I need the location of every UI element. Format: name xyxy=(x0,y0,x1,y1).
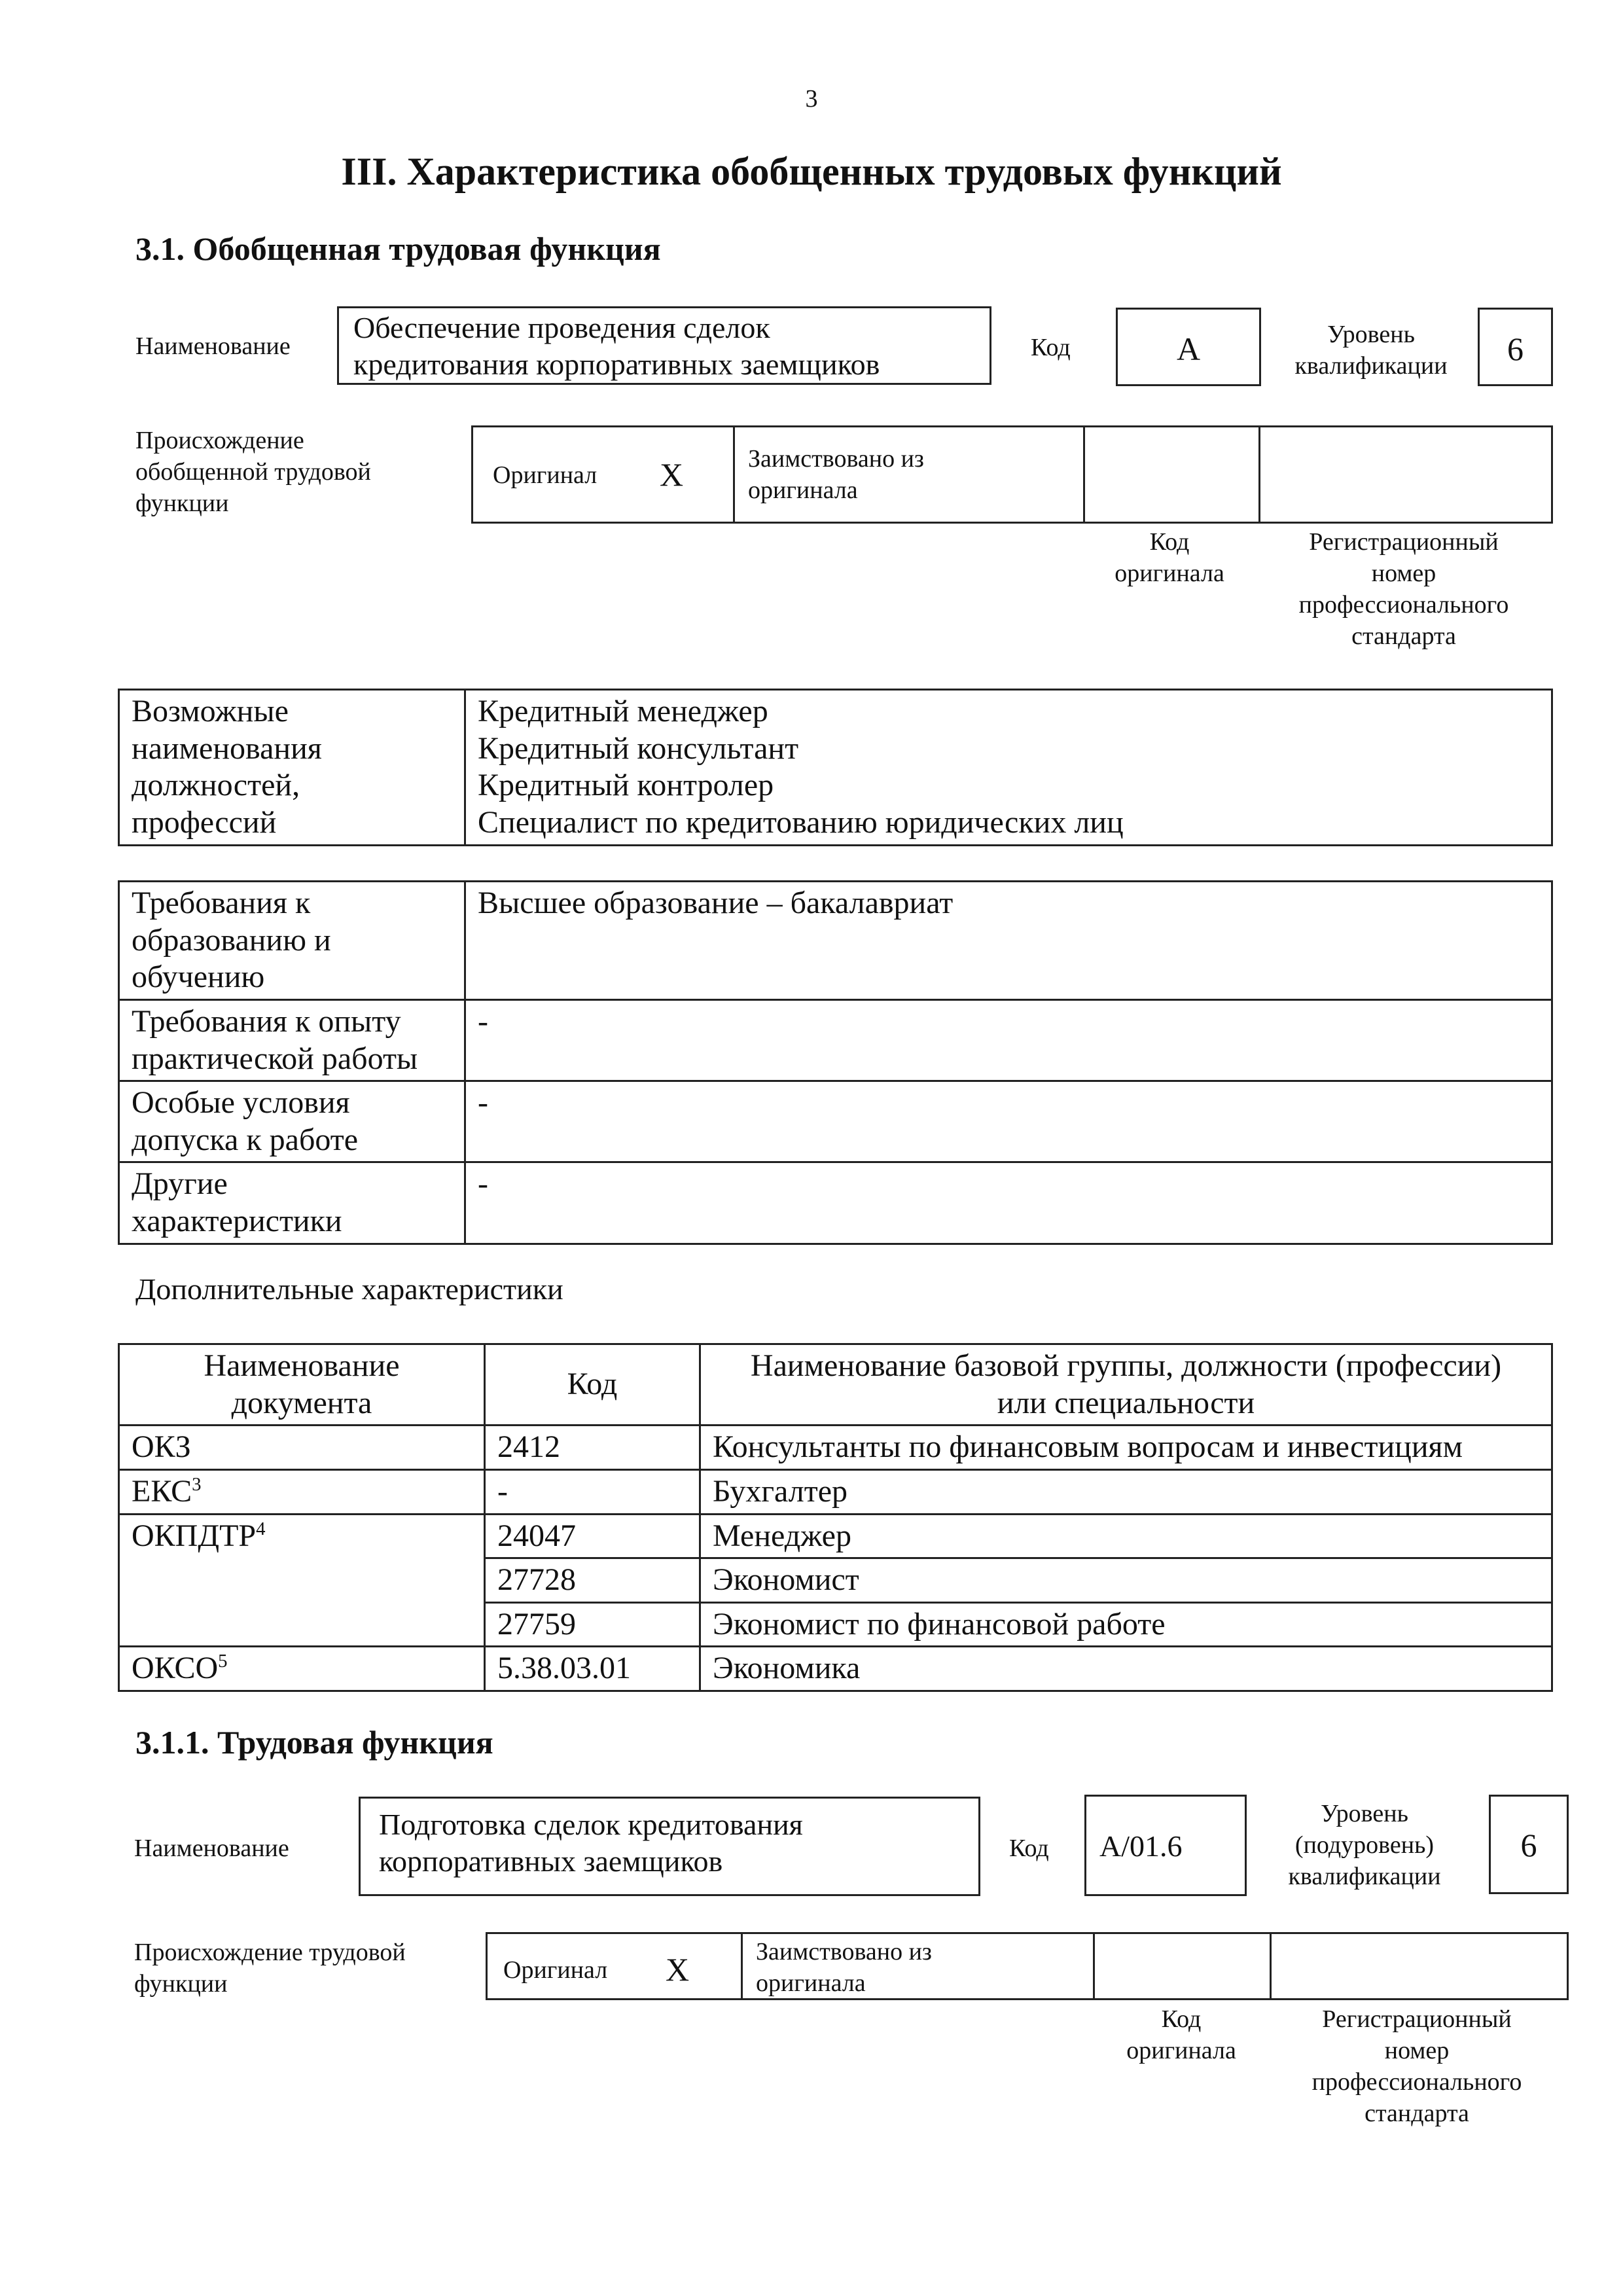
special-value: - xyxy=(465,1081,1552,1162)
okpdtr-footnote: 4 xyxy=(256,1518,266,1539)
eks-label xyxy=(119,1469,485,1514)
additional-title: Дополнительные характеристики xyxy=(135,1272,563,1306)
gtf-original-mark: X xyxy=(660,456,684,493)
tf-code-original-1: Код xyxy=(1161,2005,1202,2033)
okpdtr-name: Менеджер xyxy=(700,1514,1552,1558)
gtf-origin-label-3: функции xyxy=(135,490,229,517)
header-doc xyxy=(119,1344,485,1426)
tf-code-original-2: оригинала xyxy=(1126,2037,1236,2064)
okpdtr-name: Экономист по финансовой работе xyxy=(700,1602,1552,1647)
tf-reg-4: стандарта xyxy=(1364,2100,1469,2127)
okso-code: 5.38.03.01 xyxy=(485,1647,700,1691)
position-item: Кредитный консультант xyxy=(478,730,799,766)
gtf-name-line1: Обеспечение проведения сделок xyxy=(353,311,770,344)
position-item: Кредитный контролер xyxy=(478,768,774,803)
tf-level-label-1: Уровень xyxy=(1321,1800,1408,1827)
experience-label xyxy=(119,999,465,1081)
gtf-level-label-1: Уровень xyxy=(1327,321,1415,348)
gtf-name-label: Наименование xyxy=(135,332,291,360)
tf-original-label: Оригинал xyxy=(503,1956,608,1984)
tf-level-label-2: (подуровень) xyxy=(1294,1831,1435,1859)
tf-origin-label-2: функции xyxy=(134,1970,228,1998)
positions-label-4: профессий xyxy=(132,804,277,840)
header-doc-1: Наименование xyxy=(204,1348,400,1383)
gtf-original-label: Оригинал xyxy=(493,461,597,489)
header-group-2: или специальности xyxy=(997,1385,1255,1420)
gtf-code-original-1: Код xyxy=(1149,528,1190,556)
education-label-3: обучению xyxy=(132,960,265,995)
positions-label-1: Возможные xyxy=(132,694,289,728)
positions-table xyxy=(118,689,1553,846)
tf-code-label: Код xyxy=(1009,1835,1049,1862)
additional-table xyxy=(118,1343,1553,1692)
eks-code: - xyxy=(485,1469,700,1514)
gtf-level-value: 6 xyxy=(1507,331,1524,367)
okpdtr-code: 24047 xyxy=(485,1514,700,1558)
tf-level-box xyxy=(1489,1795,1569,1894)
eks-name: Бухгалтер xyxy=(700,1469,1552,1514)
other-label xyxy=(119,1162,465,1244)
tf-name-line2: корпоративных заемщиков xyxy=(379,1844,723,1878)
gtf-origin-label-1: Происхождение xyxy=(135,427,304,454)
okso-text: ОКСО xyxy=(132,1651,219,1686)
okso-label xyxy=(119,1647,485,1691)
okz-name: Консультанты по финансовым вопросам и инвестициям xyxy=(700,1426,1552,1470)
tf-name-label: Наименование xyxy=(134,1835,289,1862)
positions-label-2: наименования xyxy=(132,730,322,766)
okz-label: ОКЗ xyxy=(119,1426,485,1470)
gtf-origin-label-2: обобщенной трудовой xyxy=(135,458,371,486)
education-label xyxy=(119,882,465,1000)
tf-name-line1: Подготовка сделок кредитования xyxy=(379,1808,803,1841)
okpdtr-code: 27728 xyxy=(485,1558,700,1603)
gtf-heading: 3.1. Обобщенная трудовая функция xyxy=(135,230,661,267)
okso-footnote: 5 xyxy=(218,1651,228,1672)
special-label xyxy=(119,1081,465,1162)
page-number: 3 xyxy=(805,85,818,113)
gtf-reg-3: профессионального xyxy=(1298,591,1509,619)
gtf-code-original-2: оригинала xyxy=(1115,560,1224,587)
experience-value: - xyxy=(465,999,1552,1081)
gtf-reg-1: Регистрационный xyxy=(1309,528,1499,556)
tf-heading: 3.1.1. Трудовая функция xyxy=(135,1724,493,1761)
tf-reg-1: Регистрационный xyxy=(1322,2005,1512,2033)
education-label-2: образованию и xyxy=(132,922,331,958)
header-group-1: Наименование базовой группы, должности (профессии) xyxy=(750,1348,1502,1383)
eks-footnote: 3 xyxy=(192,1473,202,1495)
section-title: III. Характеристика обобщенных трудовых функций xyxy=(341,150,1282,193)
tf-level-value: 6 xyxy=(1520,1827,1537,1863)
other-label-1: Другие xyxy=(132,1166,228,1202)
okz-code: 2412 xyxy=(485,1426,700,1470)
gtf-borrowed-label-1: Заимствовано из xyxy=(748,445,924,473)
gtf-borrowed-label-2: оригинала xyxy=(748,476,858,504)
tf-name-box xyxy=(359,1797,980,1896)
requirements-table xyxy=(118,880,1553,1245)
gtf-level-box xyxy=(1478,308,1553,386)
gtf-name-box xyxy=(337,306,991,385)
tf-level-label-3: квалификации xyxy=(1288,1863,1441,1890)
header-code: Код xyxy=(485,1344,700,1426)
tf-reg-3: профессионального xyxy=(1311,2068,1522,2096)
gtf-name-line2: кредитования корпоративных заемщиков xyxy=(353,348,880,381)
tf-code-value: А/01.6 xyxy=(1099,1829,1183,1863)
header-doc-2: документа xyxy=(231,1385,372,1420)
position-item: Специалист по кредитованию юридических лиц xyxy=(478,804,1124,840)
tf-origin-label-1: Происхождение трудовой xyxy=(134,1939,406,1966)
gtf-origin-box xyxy=(471,425,1553,524)
header-group xyxy=(700,1344,1552,1426)
education-label-1: Требования к xyxy=(132,886,311,920)
special-label-2: допуска к работе xyxy=(132,1122,359,1157)
okso-name: Экономика xyxy=(700,1647,1552,1691)
gtf-code-box xyxy=(1116,308,1261,386)
position-item: Кредитный менеджер xyxy=(478,694,768,728)
gtf-reg-2: номер xyxy=(1371,560,1436,587)
tf-borrowed-label-1: Заимствовано из xyxy=(756,1938,932,1965)
eks-text: ЕКС xyxy=(132,1473,192,1509)
okpdtr-text: ОКПДТР xyxy=(132,1518,257,1553)
tf-code-box xyxy=(1084,1795,1247,1896)
tf-original-mark: X xyxy=(666,1951,690,1988)
special-label-1: Особые условия xyxy=(132,1085,350,1121)
experience-label-1: Требования к опыту xyxy=(132,1003,401,1039)
gtf-code-label: Код xyxy=(1031,334,1071,361)
positions-values xyxy=(465,690,1552,846)
other-label-2: характеристики xyxy=(132,1204,342,1238)
okpdtr-name: Экономист xyxy=(700,1558,1552,1603)
tf-reg-2: номер xyxy=(1384,2037,1450,2064)
tf-origin-box xyxy=(486,1932,1569,2000)
okpdtr-label xyxy=(119,1514,485,1647)
positions-label xyxy=(119,690,465,846)
education-value: Высшее образование – бакалавриат xyxy=(465,882,1552,1000)
okpdtr-code: 27759 xyxy=(485,1602,700,1647)
positions-label-3: должностей, xyxy=(132,768,300,803)
gtf-code-value: А xyxy=(1176,331,1201,367)
gtf-level-label-2: квалификации xyxy=(1294,352,1448,380)
experience-label-2: практической работы xyxy=(132,1041,418,1076)
gtf-reg-4: стандарта xyxy=(1351,622,1456,650)
other-value: - xyxy=(465,1162,1552,1244)
tf-borrowed-label-2: оригинала xyxy=(756,1969,866,1997)
